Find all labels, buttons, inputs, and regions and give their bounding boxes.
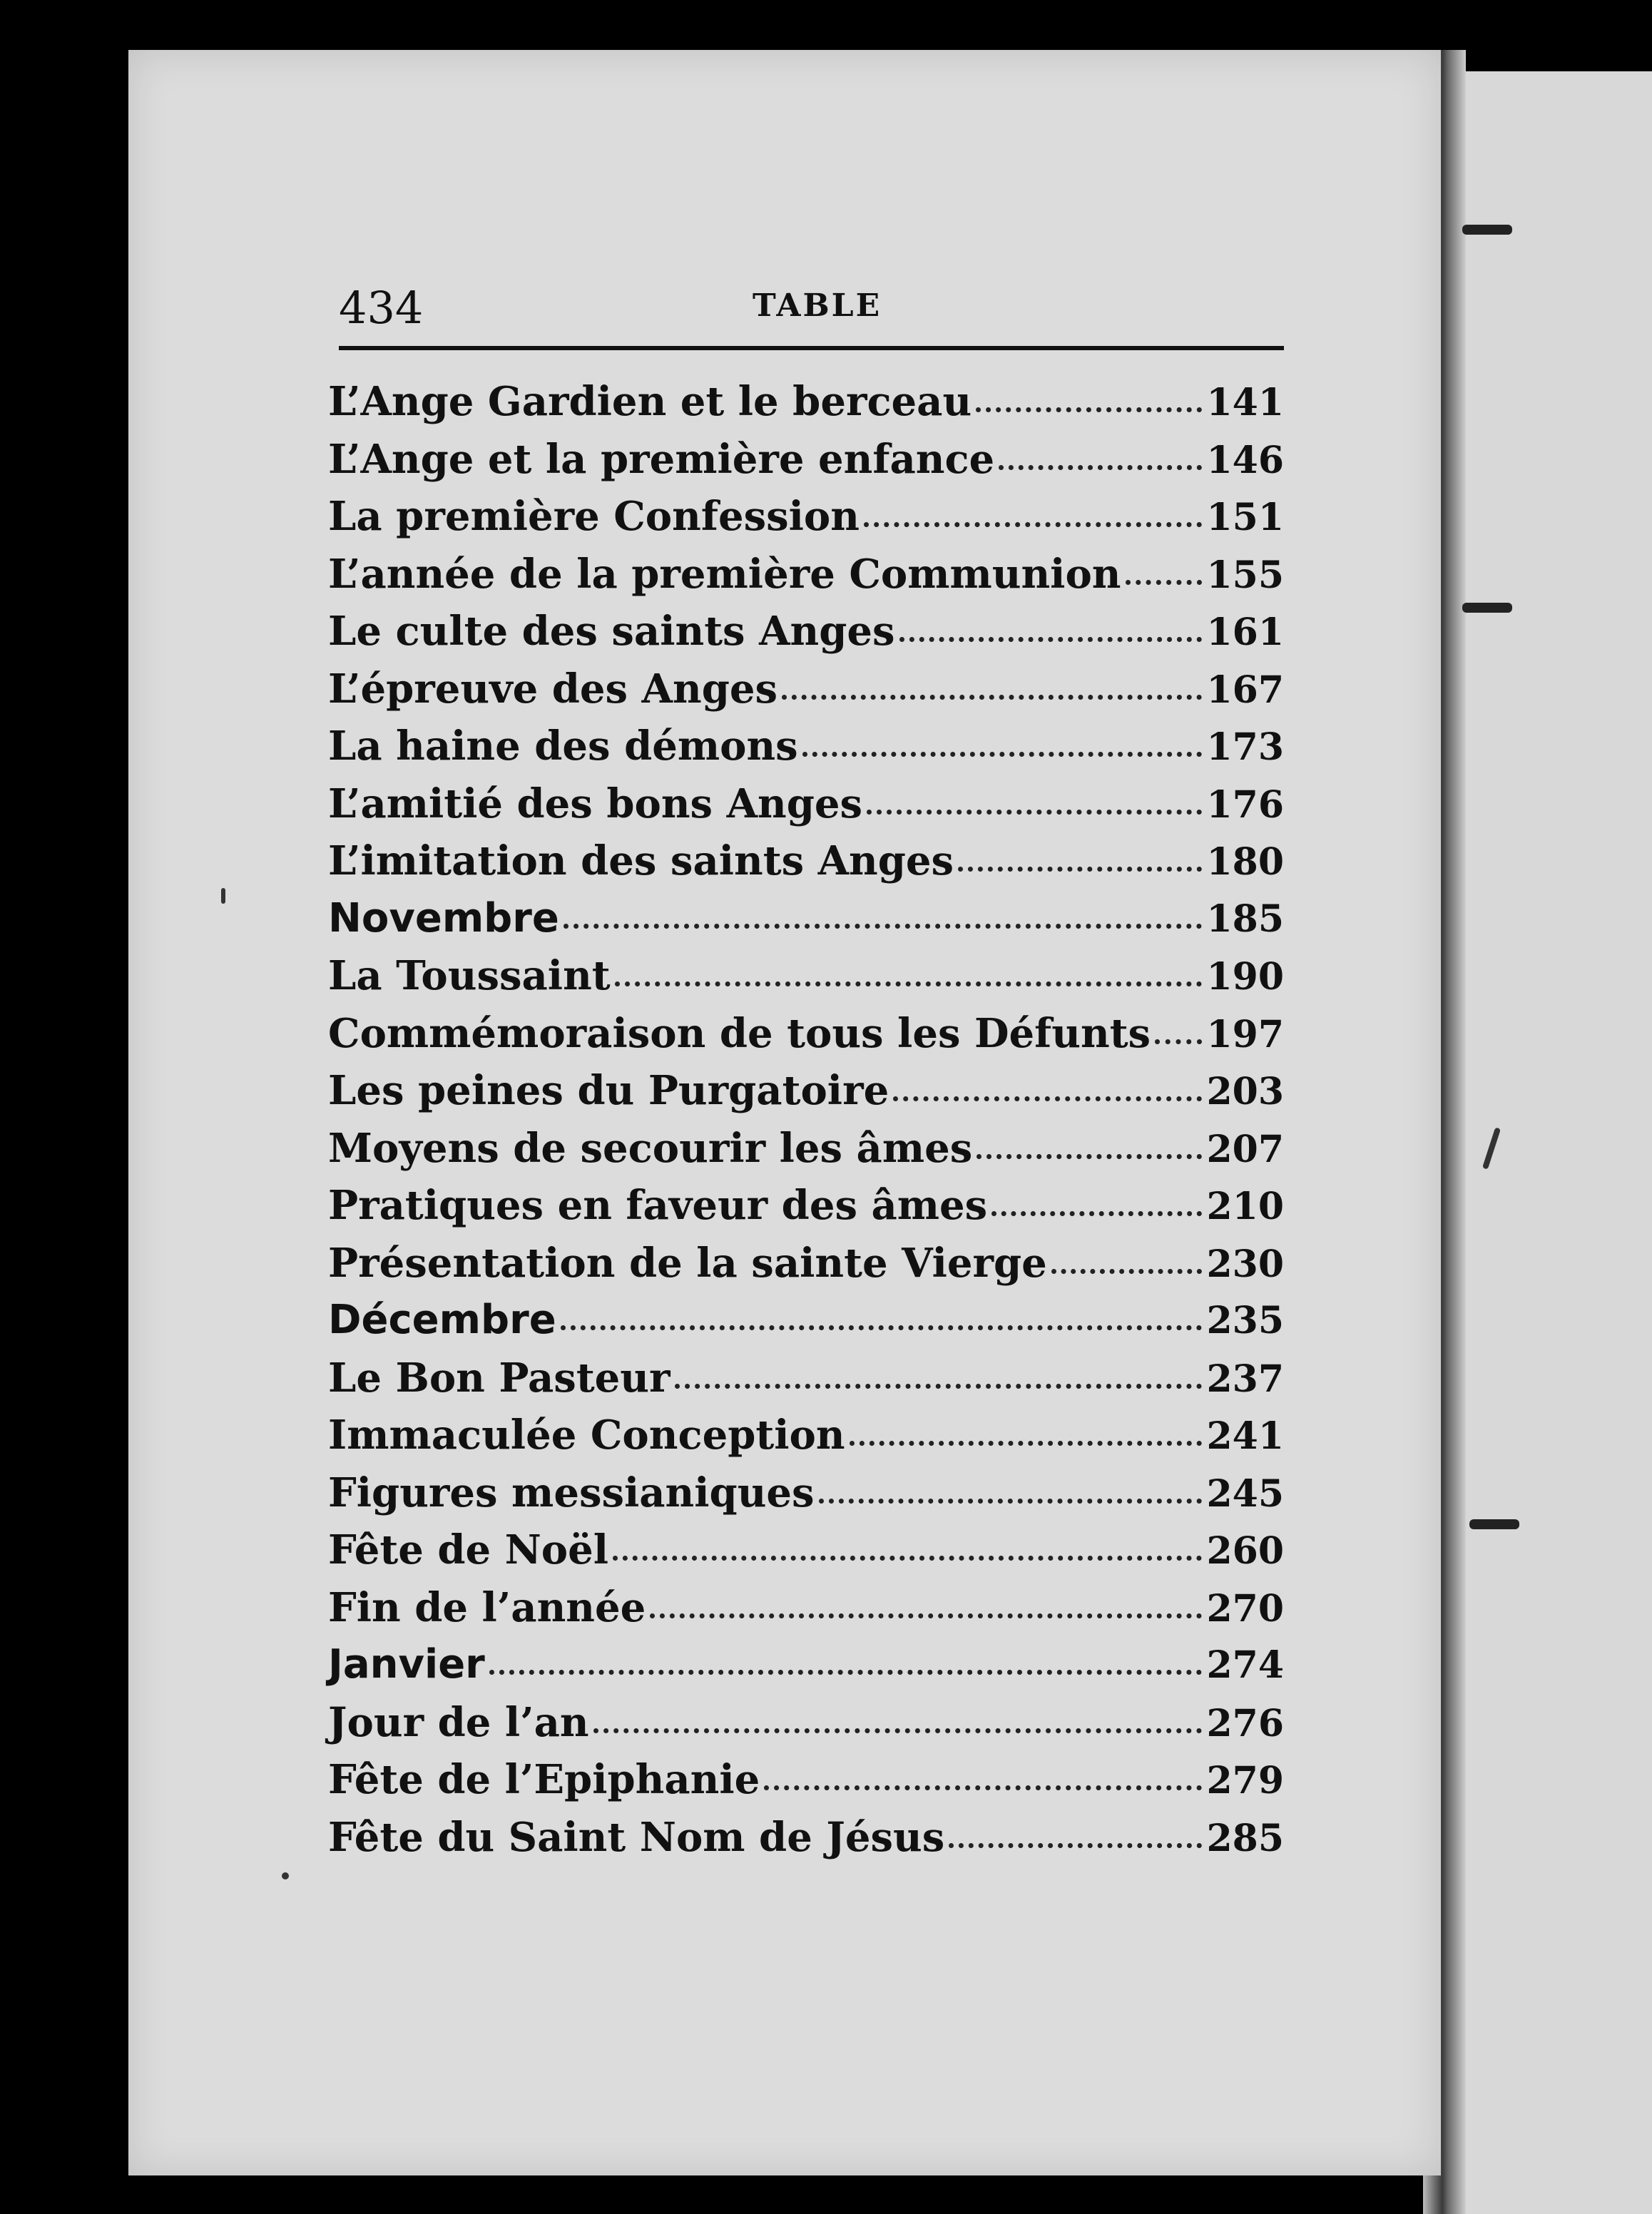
toc-entry-page: 237 xyxy=(1206,1357,1284,1401)
toc-entry-title: Le culte des saints Anges xyxy=(328,608,895,655)
dot-leader xyxy=(489,1669,1203,1675)
toc-entry xyxy=(328,1067,1284,1125)
dot-leader xyxy=(561,1325,1203,1330)
dot-leader xyxy=(867,809,1202,815)
table-of-contents xyxy=(328,378,1284,1871)
toc-entry-page: 241 xyxy=(1206,1414,1284,1458)
dot-leader xyxy=(850,1440,1203,1446)
toc-entry-title: Fête de l’Epiphanie xyxy=(328,1756,760,1803)
toc-entry xyxy=(328,1182,1284,1240)
dot-leader xyxy=(899,636,1203,642)
toc-entry-page: 230 xyxy=(1206,1242,1284,1286)
toc-entry xyxy=(328,1584,1284,1642)
toc-entry xyxy=(328,1125,1284,1183)
dot-leader xyxy=(650,1613,1202,1618)
toc-entry-page: 203 xyxy=(1206,1070,1284,1113)
dot-leader xyxy=(615,981,1203,986)
toc-entry-page: 161 xyxy=(1206,611,1284,654)
dot-leader xyxy=(675,1383,1203,1389)
toc-entry-page: 245 xyxy=(1206,1471,1284,1516)
toc-month-heading xyxy=(328,895,1284,953)
dot-leader xyxy=(893,1096,1202,1101)
dot-leader xyxy=(976,407,1202,412)
toc-entry-title: Figures messianiques xyxy=(328,1469,815,1516)
toc-entry-title: L’Ange et la première enfance xyxy=(328,435,995,483)
toc-entry-title: Présentation de la sainte Vierge xyxy=(328,1239,1047,1287)
toc-entry-title: Novembre xyxy=(328,894,559,942)
dot-leader xyxy=(613,1555,1202,1561)
toc-entry xyxy=(328,551,1284,608)
toc-entry-title: Décembre xyxy=(328,1297,556,1343)
toc-entry-title: L’épreuve des Anges xyxy=(328,665,778,713)
toc-entry-page: 270 xyxy=(1206,1586,1284,1631)
toc-entry-page: 260 xyxy=(1206,1529,1284,1573)
dot-leader xyxy=(977,1153,1202,1159)
toc-entry xyxy=(328,837,1284,895)
toc-entry-page: 151 xyxy=(1206,496,1284,539)
toc-entry-page: 176 xyxy=(1206,782,1284,827)
toc-entry xyxy=(328,665,1284,723)
toc-month-heading xyxy=(328,1297,1284,1355)
dot-leader xyxy=(1126,579,1203,585)
paper-speck xyxy=(282,1872,289,1879)
toc-entry-page: 235 xyxy=(1206,1299,1284,1342)
toc-entry xyxy=(328,1756,1284,1814)
toc-entry xyxy=(328,1699,1284,1757)
running-head: TABLE xyxy=(753,287,882,324)
toc-entry-title: Pratiques en faveur des âmes xyxy=(328,1182,988,1229)
dot-leader xyxy=(564,923,1203,929)
dot-leader xyxy=(958,866,1202,872)
toc-entry xyxy=(328,1355,1284,1412)
header-rule xyxy=(339,346,1284,350)
toc-entry-page: 210 xyxy=(1206,1185,1284,1228)
toc-entry xyxy=(328,1412,1284,1469)
page-header xyxy=(339,282,1288,339)
binding-thread xyxy=(1469,1519,1519,1529)
toc-entry-page: 155 xyxy=(1206,553,1284,597)
toc-entry xyxy=(328,1526,1284,1584)
toc-entry xyxy=(328,1814,1284,1872)
toc-entry-title: Fin de l’année xyxy=(328,1583,646,1631)
toc-entry-title: Le Bon Pasteur xyxy=(328,1354,671,1402)
toc-entry-page: 207 xyxy=(1206,1127,1284,1171)
toc-entry xyxy=(328,1240,1284,1297)
binding-thread xyxy=(1462,603,1512,613)
toc-entry-title: Fête de Noël xyxy=(328,1526,609,1573)
toc-entry-page: 279 xyxy=(1206,1759,1284,1802)
toc-entry-page: 197 xyxy=(1206,1012,1284,1056)
paper-speck xyxy=(221,888,225,904)
dot-leader xyxy=(819,1498,1203,1504)
dot-leader xyxy=(782,694,1202,700)
toc-entry-title: La Toussaint xyxy=(328,952,611,999)
toc-entry-title: La haine des démons xyxy=(328,723,798,770)
toc-entry-title: Immaculée Conception xyxy=(328,1412,845,1459)
toc-entry-title: Jour de l’an xyxy=(328,1698,589,1746)
toc-entry-page: 141 xyxy=(1206,381,1284,424)
toc-entry-title: Fête du Saint Nom de Jésus xyxy=(328,1813,945,1861)
toc-entry-title: La première Confession xyxy=(328,493,860,540)
toc-entry-title: Janvier xyxy=(328,1641,485,1688)
toc-entry-title: L’année de la première Communion xyxy=(328,550,1121,598)
toc-entry-page: 185 xyxy=(1206,897,1284,941)
toc-entry xyxy=(328,952,1284,1010)
toc-entry-title: L’Ange Gardien et le berceau xyxy=(328,378,972,425)
toc-entry xyxy=(328,780,1284,838)
toc-entry-title: Les peines du Purgatoire xyxy=(328,1067,889,1114)
toc-entry-page: 285 xyxy=(1206,1816,1284,1860)
page-number: 434 xyxy=(339,282,424,334)
toc-entry-page: 173 xyxy=(1206,725,1284,769)
toc-entry-title: L’imitation des saints Anges xyxy=(328,837,954,884)
toc-entry xyxy=(328,1469,1284,1527)
toc-month-heading xyxy=(328,1641,1284,1699)
toc-entry-page: 276 xyxy=(1206,1701,1284,1745)
dot-leader xyxy=(999,464,1202,470)
toc-entry xyxy=(328,378,1284,436)
toc-entry-title: Moyens de secourir les âmes xyxy=(328,1124,973,1172)
dot-leader xyxy=(991,1210,1202,1216)
dot-leader xyxy=(764,1785,1202,1790)
dot-leader xyxy=(593,1728,1203,1733)
toc-entry-title: Commémoraison de tous les Défunts xyxy=(328,1009,1151,1057)
toc-entry xyxy=(328,608,1284,665)
toc-entry xyxy=(328,436,1284,494)
dot-leader xyxy=(949,1842,1202,1848)
dot-leader xyxy=(1155,1039,1202,1044)
dot-leader xyxy=(864,521,1202,527)
toc-entry-page: 180 xyxy=(1206,840,1284,884)
binding-thread xyxy=(1462,225,1512,235)
toc-entry-title: L’amitié des bons Anges xyxy=(328,780,863,827)
toc-entry-page: 274 xyxy=(1206,1643,1284,1687)
toc-entry xyxy=(328,723,1284,780)
dot-leader xyxy=(1051,1268,1203,1274)
toc-entry-page: 146 xyxy=(1206,438,1284,482)
toc-entry xyxy=(328,493,1284,551)
toc-entry-page: 167 xyxy=(1206,668,1284,712)
dot-leader xyxy=(802,751,1203,757)
toc-entry xyxy=(328,1010,1284,1068)
toc-entry-page: 190 xyxy=(1206,955,1284,999)
